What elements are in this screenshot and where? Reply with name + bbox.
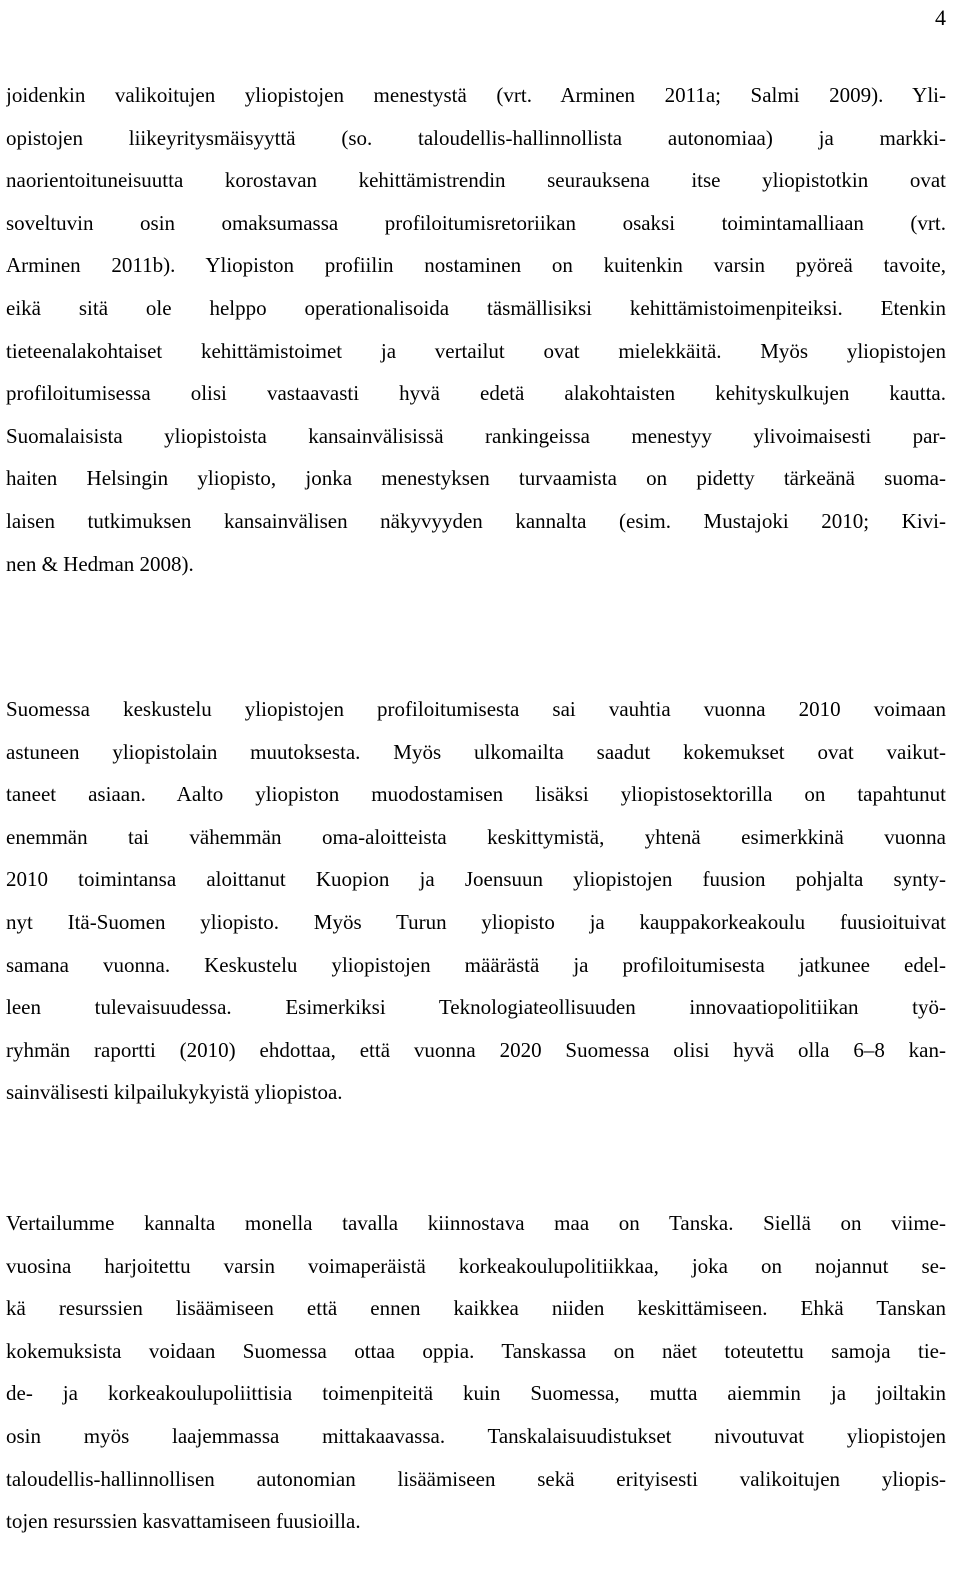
paragraph-1 xyxy=(6,74,946,585)
text-line: Suomalaisista yliopistoista kansainvälisissä rankingeissa menestyy ylivoimaisesti par- xyxy=(6,423,946,448)
text-line: kä resurssien lisäämiseen että ennen kaikkea niiden keskittämiseen. Ehkä Tanskan xyxy=(6,1296,946,1321)
text-line: vuosina harjoitettu varsin voimaperäistä korkeakoulupolitiikkaa, joka on nojannut se- xyxy=(6,1253,946,1278)
text-line: Arminen 2011b). Yliopiston profiilin nostaminen on kuitenkin varsin pyöreä tavoite, xyxy=(6,253,946,278)
text-line: ryhmän raportti (2010) ehdottaa, että vuonna 2020 Suomessa olisi hyvä olla 6–8 kan- xyxy=(6,1037,946,1062)
text-line: joidenkin valikoitujen yliopistojen menestystä (vrt. Arminen 2011a; Salmi 2009). Yli- xyxy=(6,83,946,107)
text-line: opistojen liikeyritysmäisyyttä (so. taloudellis-hallinnollista autonomiaa) ja markki- xyxy=(6,125,946,150)
paragraph-2 xyxy=(6,688,946,1114)
text-line: naorientoituneisuutta korostavan kehittämistrendin seurauksena itse yliopistotkin ovat xyxy=(6,168,946,193)
text-line: profiloitumisessa olisi vastaavasti hyvä edetä alakohtaisten kehityskulkujen kautta. xyxy=(6,381,946,406)
text-line: Suomessa keskustelu yliopistojen profiloitumisesta sai vauhtia vuonna 2010 voimaan xyxy=(6,697,946,721)
text-line: samana vuonna. Keskustelu yliopistojen määrästä ja profiloitumisesta jatkunee edel- xyxy=(6,952,946,977)
text-line: haiten Helsingin yliopisto, jonka menestyksen turvaamista on pidetty tärkeänä suoma- xyxy=(6,466,946,491)
text-line: tojen resurssien kasvattamiseen fuusioilla. xyxy=(6,1509,361,1534)
text-line: nen & Hedman 2008). xyxy=(6,551,194,576)
text-line: leen tulevaisuudessa. Esimerkiksi Teknologiateollisuuden innovaatiopolitiikan työ- xyxy=(6,995,946,1020)
page-number: 4 xyxy=(935,5,946,30)
text-line: Vertailumme kannalta monella tavalla kiinnostava maa on Tanska. Siellä on viime- xyxy=(6,1211,946,1235)
text-line: taneet asiaan. Aalto yliopiston muodostamisen lisäksi yliopistosektorilla on tapahtunut xyxy=(6,782,946,807)
text-line: kokemuksista voidaan Suomessa ottaa oppia. Tanskassa on näet toteutettu samoja tie- xyxy=(6,1338,946,1363)
text-line: soveltuvin osin omaksumassa profiloitumisretoriikan osaksi toimintamalliaan (vrt. xyxy=(6,210,946,235)
text-line: 2010 toimintansa aloittanut Kuopion ja Joensuun yliopistojen fuusion pohjalta synty- xyxy=(6,867,946,892)
text-line: laisen tutkimuksen kansainvälisen näkyvyyden kannalta (esim. Mustajoki 2010; Kivi- xyxy=(6,508,946,533)
text-line: sainvälisesti kilpailukykyistä yliopistoa. xyxy=(6,1080,343,1105)
text-line: tieteenalakohtaiset kehittämistoimet ja vertailut ovat mielekkäitä. Myös yliopistojen xyxy=(6,338,946,363)
text-line: de- ja korkeakoulupoliittisia toimenpiteitä kuin Suomessa, mutta aiemmin ja joiltakin xyxy=(6,1381,946,1406)
paragraph-3 xyxy=(6,1202,946,1543)
text-line: enemmän tai vähemmän oma-aloitteista keskittymistä, yhtenä esimerkkinä vuonna xyxy=(6,824,946,849)
text-line: osin myös laajemmassa mittakaavassa. Tanskalaisuudistukset nivoutuvat yliopistojen xyxy=(6,1423,946,1448)
text-line: astuneen yliopistolain muutoksesta. Myös ulkomailta saadut kokemukset ovat vaikut- xyxy=(6,739,946,764)
text-line: eikä sitä ole helppo operationalisoida täsmällisiksi kehittämistoimenpiteiksi. Etenkin xyxy=(6,295,946,320)
text-line: nyt Itä-Suomen yliopisto. Myös Turun yliopisto ja kauppakorkeakoulu fuusioituivat xyxy=(6,909,946,934)
text-line: taloudellis-hallinnollisen autonomian lisäämiseen sekä erityisesti valikoitujen yliopis- xyxy=(6,1466,946,1491)
